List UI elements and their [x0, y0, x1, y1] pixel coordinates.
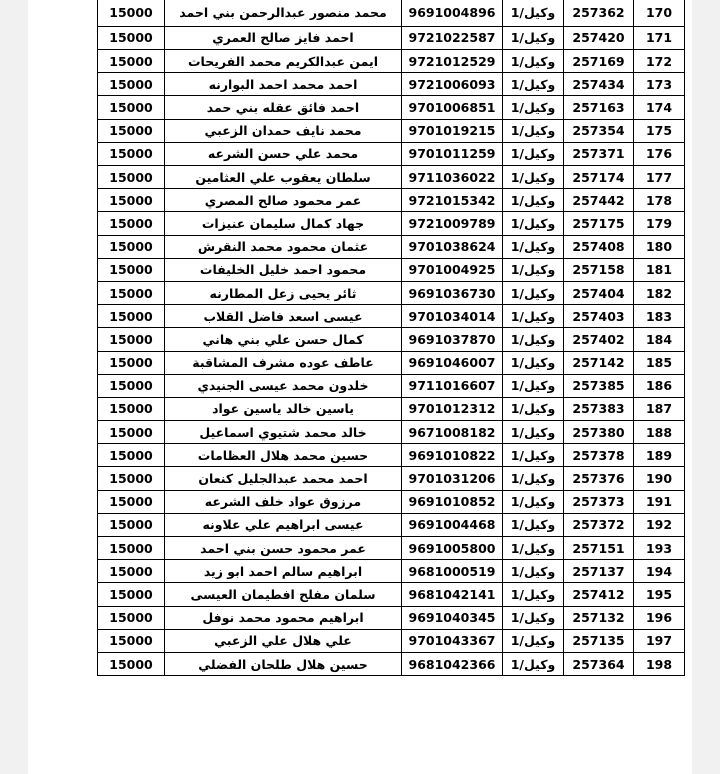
- national-id-cell: 9701012312: [402, 397, 503, 420]
- table-row: [98, 142, 685, 165]
- amount-cell: 15000: [98, 26, 165, 49]
- table-row: [98, 583, 685, 606]
- name-cell: ابراهيم محمود محمد نوفل: [165, 606, 402, 629]
- row-number-cell: 170: [634, 0, 685, 26]
- code-cell: 257142: [564, 351, 634, 374]
- name-cell: عثمان محمود محمد النقرش: [165, 235, 402, 258]
- row-number-cell: 195: [634, 583, 685, 606]
- national-id-cell: 9701006851: [402, 96, 503, 119]
- rank-cell: وكيل/1: [503, 374, 564, 397]
- rank-cell: وكيل/1: [503, 583, 564, 606]
- name-cell: عيسى اسعد فاضل القلاب: [165, 305, 402, 328]
- table-row: [98, 490, 685, 513]
- rank-cell: وكيل/1: [503, 537, 564, 560]
- amount-cell: 15000: [98, 189, 165, 212]
- name-cell: ايمن عبدالكريم محمد الفريحات: [165, 50, 402, 73]
- amount-cell: 15000: [98, 351, 165, 374]
- national-id-cell: 9701019215: [402, 119, 503, 142]
- row-number-cell: 171: [634, 26, 685, 49]
- row-number-cell: 175: [634, 119, 685, 142]
- name-cell: محمود احمد خليل الخليفات: [165, 258, 402, 281]
- table-row: [98, 96, 685, 119]
- row-number-cell: 180: [634, 235, 685, 258]
- code-cell: 257376: [564, 467, 634, 490]
- national-id-cell: 9701004925: [402, 258, 503, 281]
- amount-cell: 15000: [98, 96, 165, 119]
- table-row: [98, 374, 685, 397]
- national-id-cell: 9691036730: [402, 281, 503, 304]
- code-cell: 257434: [564, 73, 634, 96]
- amount-cell: 15000: [98, 212, 165, 235]
- national-id-cell: 9691010852: [402, 490, 503, 513]
- table-row: [98, 0, 685, 26]
- code-cell: 257378: [564, 444, 634, 467]
- table-row: [98, 212, 685, 235]
- code-cell: 257420: [564, 26, 634, 49]
- row-number-cell: 185: [634, 351, 685, 374]
- name-cell: جهاد كمال سليمان عنيزات: [165, 212, 402, 235]
- table-row: [98, 235, 685, 258]
- amount-cell: 15000: [98, 305, 165, 328]
- amount-cell: 15000: [98, 0, 165, 26]
- code-cell: 257135: [564, 629, 634, 652]
- code-cell: 257412: [564, 583, 634, 606]
- rank-cell: وكيل/1: [503, 119, 564, 142]
- name-cell: احمد محمد احمد البوارنه: [165, 73, 402, 96]
- national-id-cell: 9671008182: [402, 421, 503, 444]
- row-number-cell: 179: [634, 212, 685, 235]
- amount-cell: 15000: [98, 444, 165, 467]
- table-row: [98, 652, 685, 675]
- national-id-cell: 9721006093: [402, 73, 503, 96]
- rank-cell: وكيل/1: [503, 166, 564, 189]
- rank-cell: وكيل/1: [503, 652, 564, 675]
- rank-cell: وكيل/1: [503, 513, 564, 536]
- rank-cell: وكيل/1: [503, 212, 564, 235]
- national-id-cell: 9701031206: [402, 467, 503, 490]
- rank-cell: وكيل/1: [503, 305, 564, 328]
- rank-cell: وكيل/1: [503, 235, 564, 258]
- rank-cell: وكيل/1: [503, 560, 564, 583]
- amount-cell: 15000: [98, 73, 165, 96]
- row-number-cell: 191: [634, 490, 685, 513]
- amount-cell: 15000: [98, 629, 165, 652]
- table-row: [98, 50, 685, 73]
- name-cell: مرزوق عواد خلف الشرعه: [165, 490, 402, 513]
- row-number-cell: 196: [634, 606, 685, 629]
- rank-cell: وكيل/1: [503, 0, 564, 26]
- code-cell: 257163: [564, 96, 634, 119]
- row-number-cell: 186: [634, 374, 685, 397]
- rank-cell: وكيل/1: [503, 142, 564, 165]
- name-cell: خالد محمد شتيوي اسماعيل: [165, 421, 402, 444]
- row-number-cell: 188: [634, 421, 685, 444]
- code-cell: 257364: [564, 652, 634, 675]
- amount-cell: 15000: [98, 119, 165, 142]
- code-cell: 257403: [564, 305, 634, 328]
- table-row: [98, 606, 685, 629]
- personnel-table: [97, 0, 685, 676]
- row-number-cell: 174: [634, 96, 685, 119]
- name-cell: احمد فايز صالح العمري: [165, 26, 402, 49]
- amount-cell: 15000: [98, 560, 165, 583]
- rank-cell: وكيل/1: [503, 96, 564, 119]
- code-cell: 257442: [564, 189, 634, 212]
- table-row: [98, 73, 685, 96]
- national-id-cell: 9701038624: [402, 235, 503, 258]
- amount-cell: 15000: [98, 537, 165, 560]
- name-cell: عاطف عوده مشرف المشاقبة: [165, 351, 402, 374]
- code-cell: 257169: [564, 50, 634, 73]
- row-number-cell: 193: [634, 537, 685, 560]
- code-cell: 257175: [564, 212, 634, 235]
- national-id-cell: 9691005800: [402, 537, 503, 560]
- national-id-cell: 9701043367: [402, 629, 503, 652]
- national-id-cell: 9691040345: [402, 606, 503, 629]
- national-id-cell: 9691004468: [402, 513, 503, 536]
- amount-cell: 15000: [98, 142, 165, 165]
- name-cell: عمر محمود حسن بني احمد: [165, 537, 402, 560]
- table-row: [98, 444, 685, 467]
- table-row: [98, 537, 685, 560]
- table-row: [98, 166, 685, 189]
- national-id-cell: 9721009789: [402, 212, 503, 235]
- national-id-cell: 9681000519: [402, 560, 503, 583]
- table-row: [98, 328, 685, 351]
- national-id-cell: 9721012529: [402, 50, 503, 73]
- row-number-cell: 172: [634, 50, 685, 73]
- rank-cell: وكيل/1: [503, 444, 564, 467]
- name-cell: محمد علي حسن الشرعه: [165, 142, 402, 165]
- amount-cell: 15000: [98, 467, 165, 490]
- row-number-cell: 181: [634, 258, 685, 281]
- name-cell: حسين محمد هلال العظامات: [165, 444, 402, 467]
- rank-cell: وكيل/1: [503, 606, 564, 629]
- rank-cell: وكيل/1: [503, 73, 564, 96]
- code-cell: 257404: [564, 281, 634, 304]
- amount-cell: 15000: [98, 50, 165, 73]
- document-page: [28, 0, 692, 774]
- row-number-cell: 178: [634, 189, 685, 212]
- code-cell: 257132: [564, 606, 634, 629]
- amount-cell: 15000: [98, 281, 165, 304]
- code-cell: 257371: [564, 142, 634, 165]
- amount-cell: 15000: [98, 652, 165, 675]
- name-cell: عمر محمود صالح المصري: [165, 189, 402, 212]
- table-row: [98, 258, 685, 281]
- table-row: [98, 467, 685, 490]
- amount-cell: 15000: [98, 166, 165, 189]
- row-number-cell: 194: [634, 560, 685, 583]
- name-cell: علي هلال علي الزعبي: [165, 629, 402, 652]
- row-number-cell: 183: [634, 305, 685, 328]
- code-cell: 257354: [564, 119, 634, 142]
- amount-cell: 15000: [98, 397, 165, 420]
- rank-cell: وكيل/1: [503, 397, 564, 420]
- rank-cell: وكيل/1: [503, 421, 564, 444]
- row-number-cell: 189: [634, 444, 685, 467]
- code-cell: 257372: [564, 513, 634, 536]
- table-row: [98, 305, 685, 328]
- row-number-cell: 198: [634, 652, 685, 675]
- table-row: [98, 281, 685, 304]
- rank-cell: وكيل/1: [503, 467, 564, 490]
- code-cell: 257174: [564, 166, 634, 189]
- national-id-cell: 9681042141: [402, 583, 503, 606]
- rank-cell: وكيل/1: [503, 26, 564, 49]
- code-cell: 257373: [564, 490, 634, 513]
- row-number-cell: 187: [634, 397, 685, 420]
- rank-cell: وكيل/1: [503, 50, 564, 73]
- table-row: [98, 560, 685, 583]
- table-row: [98, 119, 685, 142]
- amount-cell: 15000: [98, 606, 165, 629]
- national-id-cell: 9691004896: [402, 0, 503, 26]
- name-cell: ثائر يحيى زعل المطارنه: [165, 281, 402, 304]
- amount-cell: 15000: [98, 235, 165, 258]
- table-row: [98, 513, 685, 536]
- row-number-cell: 176: [634, 142, 685, 165]
- rank-cell: وكيل/1: [503, 351, 564, 374]
- amount-cell: 15000: [98, 258, 165, 281]
- rank-cell: وكيل/1: [503, 629, 564, 652]
- name-cell: كمال حسن علي بني هاني: [165, 328, 402, 351]
- row-number-cell: 197: [634, 629, 685, 652]
- name-cell: خلدون محمد عيسى الجنيدي: [165, 374, 402, 397]
- amount-cell: 15000: [98, 583, 165, 606]
- name-cell: ابراهيم سالم احمد ابو زيد: [165, 560, 402, 583]
- code-cell: 257151: [564, 537, 634, 560]
- name-cell: احمد محمد عبدالجليل كنعان: [165, 467, 402, 490]
- amount-cell: 15000: [98, 374, 165, 397]
- code-cell: 257380: [564, 421, 634, 444]
- national-id-cell: 9691046007: [402, 351, 503, 374]
- name-cell: عيسى ابراهيم علي علاونه: [165, 513, 402, 536]
- rank-cell: وكيل/1: [503, 189, 564, 212]
- amount-cell: 15000: [98, 513, 165, 536]
- rank-cell: وكيل/1: [503, 281, 564, 304]
- code-cell: 257402: [564, 328, 634, 351]
- row-number-cell: 192: [634, 513, 685, 536]
- name-cell: سلطان يعقوب علي العثامين: [165, 166, 402, 189]
- table-row: [98, 629, 685, 652]
- amount-cell: 15000: [98, 421, 165, 444]
- code-cell: 257385: [564, 374, 634, 397]
- code-cell: 257158: [564, 258, 634, 281]
- rank-cell: وكيل/1: [503, 328, 564, 351]
- table-row: [98, 351, 685, 374]
- row-number-cell: 182: [634, 281, 685, 304]
- national-id-cell: 9711036022: [402, 166, 503, 189]
- code-cell: 257362: [564, 0, 634, 26]
- code-cell: 257408: [564, 235, 634, 258]
- table-row: [98, 397, 685, 420]
- amount-cell: 15000: [98, 490, 165, 513]
- name-cell: محمد منصور عبدالرحمن بني احمد: [165, 0, 402, 26]
- row-number-cell: 173: [634, 73, 685, 96]
- rank-cell: وكيل/1: [503, 258, 564, 281]
- row-number-cell: 184: [634, 328, 685, 351]
- code-cell: 257137: [564, 560, 634, 583]
- name-cell: احمد فائق عقله بني حمد: [165, 96, 402, 119]
- table-row: [98, 189, 685, 212]
- rank-cell: وكيل/1: [503, 490, 564, 513]
- name-cell: محمد نايف حمدان الزعبي: [165, 119, 402, 142]
- national-id-cell: 9711016607: [402, 374, 503, 397]
- code-cell: 257383: [564, 397, 634, 420]
- name-cell: سلمان مفلح افطيمان العيسى: [165, 583, 402, 606]
- row-number-cell: 177: [634, 166, 685, 189]
- national-id-cell: 9701011259: [402, 142, 503, 165]
- row-number-cell: 190: [634, 467, 685, 490]
- name-cell: حسين هلال طلحان الفضلي: [165, 652, 402, 675]
- table-row: [98, 26, 685, 49]
- national-id-cell: 9681042366: [402, 652, 503, 675]
- name-cell: ياسين خالد ياسين عواد: [165, 397, 402, 420]
- amount-cell: 15000: [98, 328, 165, 351]
- national-id-cell: 9721015342: [402, 189, 503, 212]
- national-id-cell: 9721022587: [402, 26, 503, 49]
- national-id-cell: 9701034014: [402, 305, 503, 328]
- table-row: [98, 421, 685, 444]
- national-id-cell: 9691037870: [402, 328, 503, 351]
- national-id-cell: 9691010822: [402, 444, 503, 467]
